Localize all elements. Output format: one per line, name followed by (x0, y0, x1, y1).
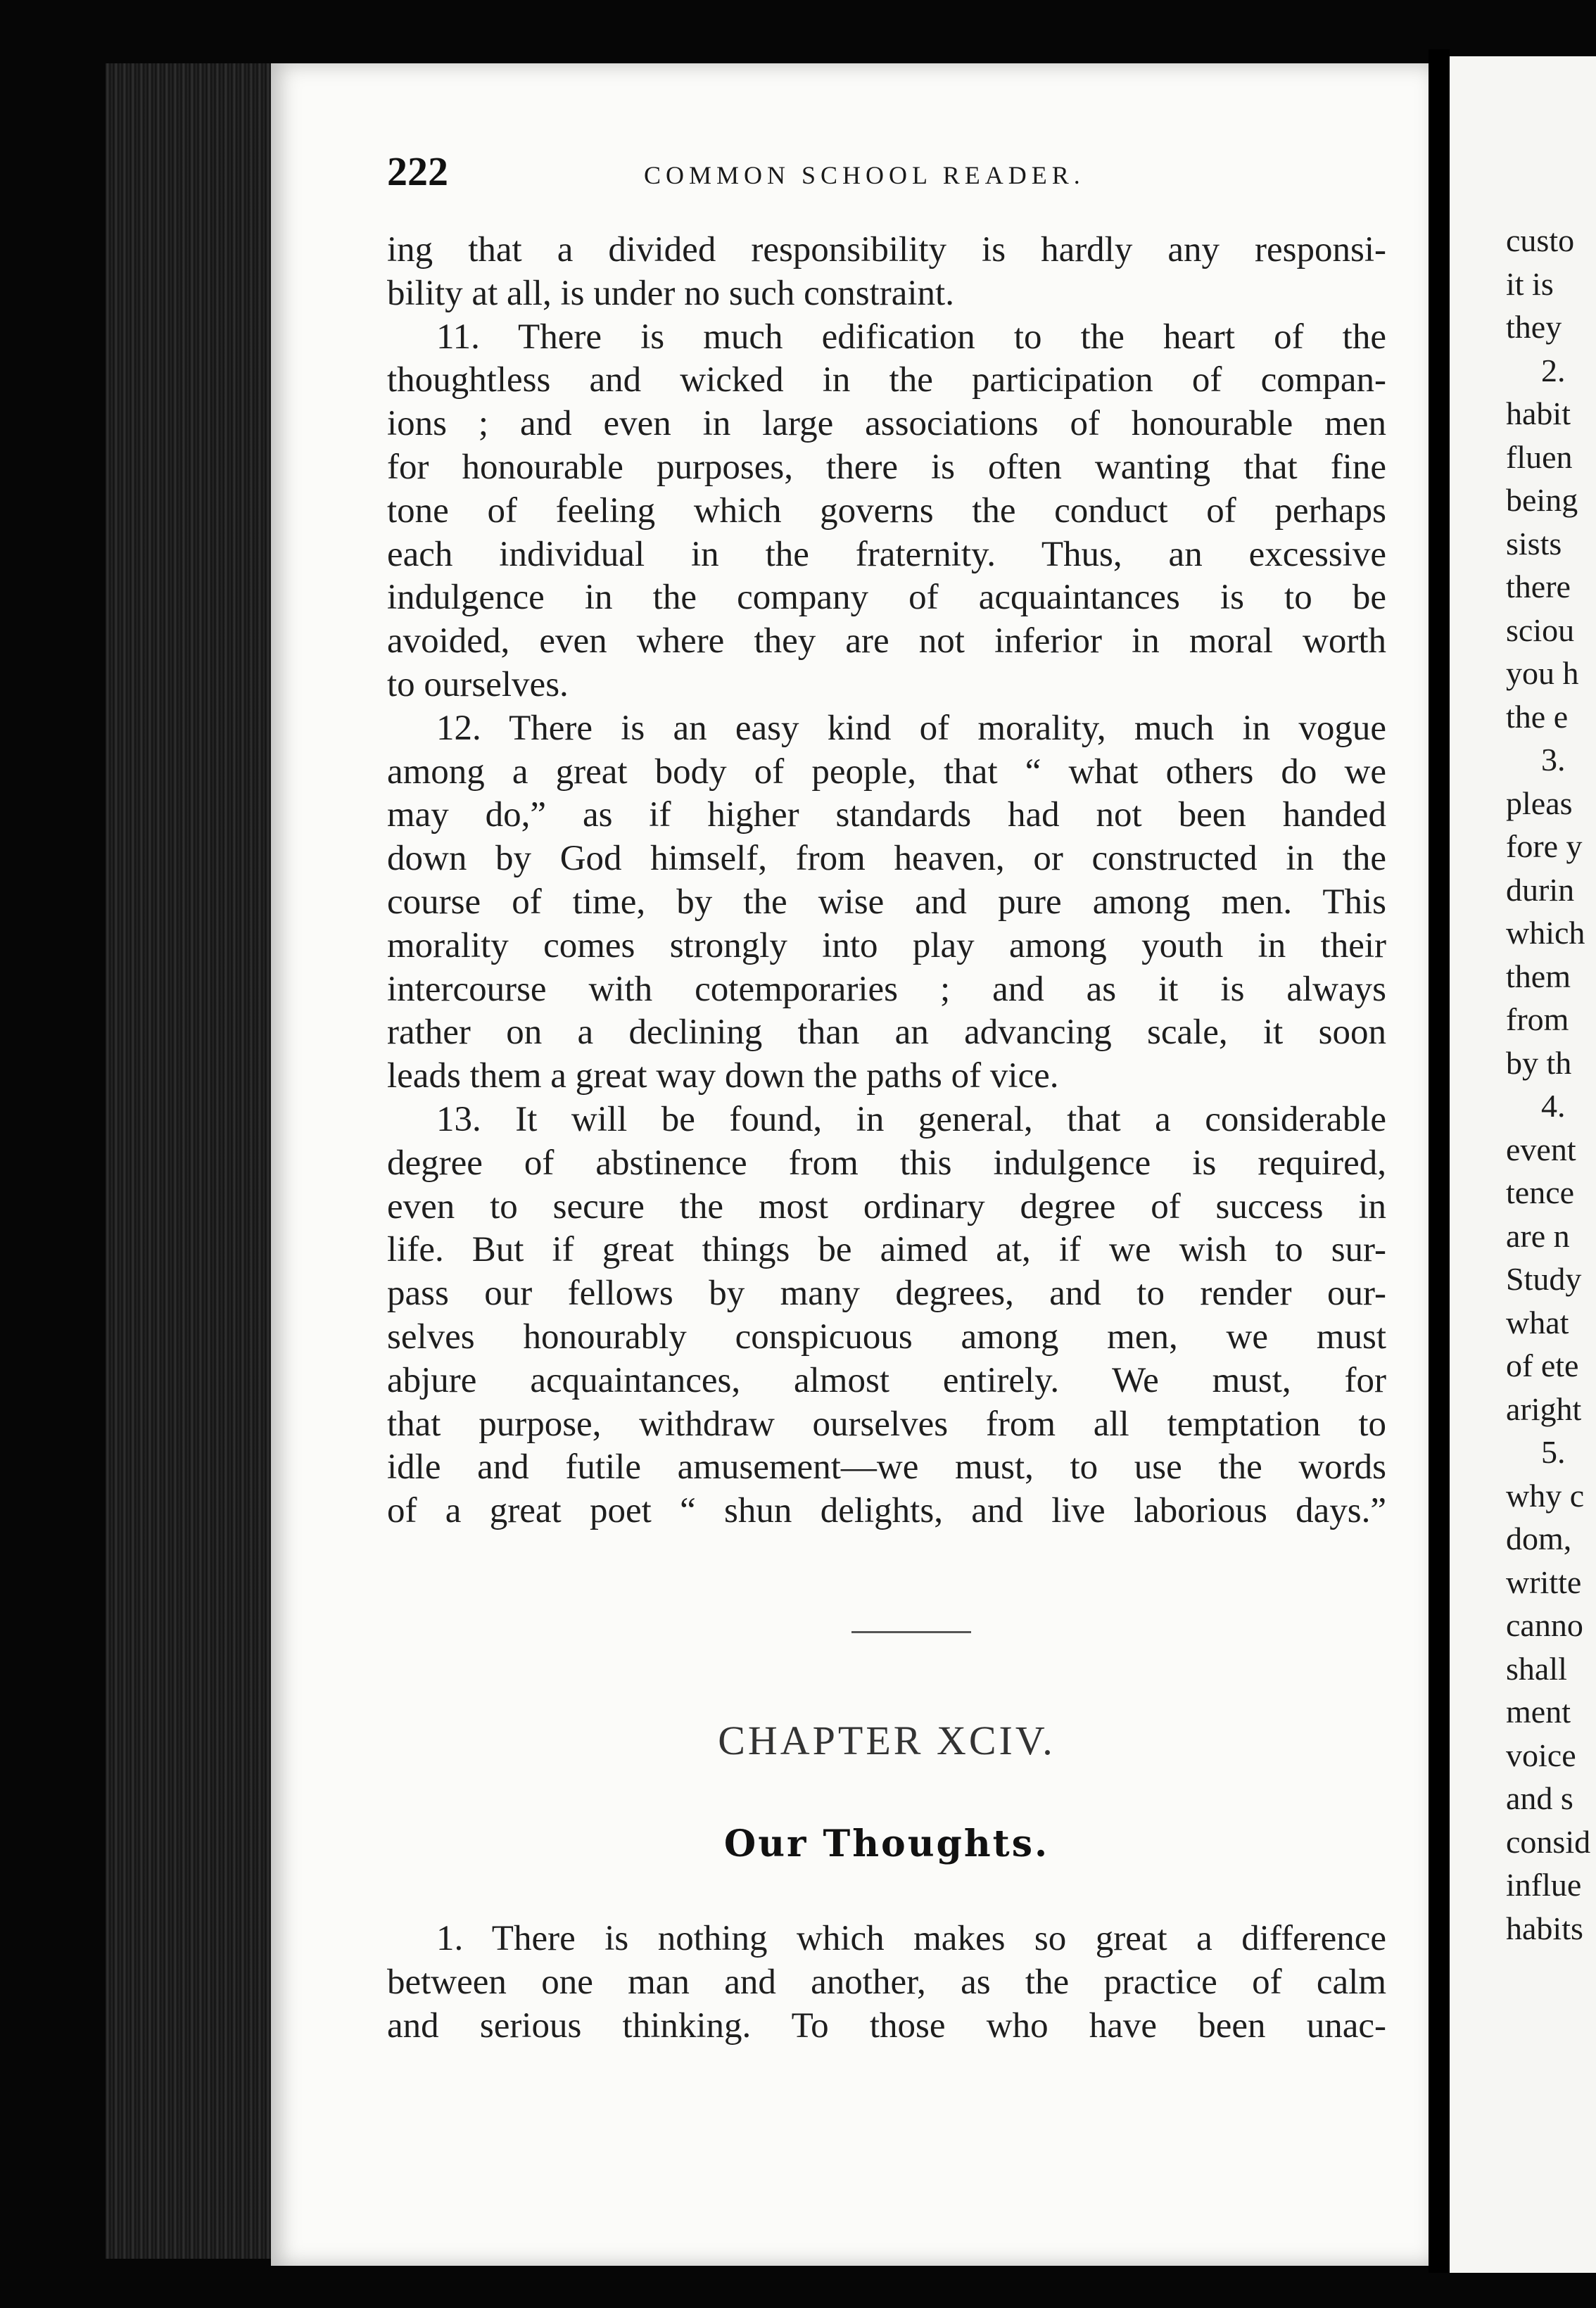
adjacent-page-fragment: canno (1506, 1607, 1583, 1643)
adjacent-page-fragment: habit (1506, 395, 1571, 431)
adjacent-page (1450, 56, 1596, 2273)
text-line: among a great body of people, that “ what others do we (387, 752, 1386, 792)
adjacent-page-fragment: of ete (1506, 1348, 1579, 1383)
text-line: pass our fellows by many degrees, and to render our- (387, 1274, 1386, 1314)
text-line: leads them a great way down the paths of vice. (387, 1056, 1059, 1096)
text-line: that purpose, withdraw ourselves from all temptation to (387, 1404, 1386, 1444)
adjacent-page-fragment: they (1506, 309, 1562, 345)
adjacent-page-fragment: pleas (1506, 785, 1573, 821)
adjacent-page-fragment: which (1506, 915, 1585, 951)
text-line: ing that a divided responsibility is hardly any responsi- (387, 230, 1386, 270)
running-head (387, 148, 1386, 204)
adjacent-page-fragment: 2. (1541, 352, 1566, 388)
adjacent-page-fragment: writte (1506, 1564, 1582, 1600)
adjacent-page-fragment: Study (1506, 1261, 1582, 1297)
text-line: for honourable purposes, there is often wanting that fine (387, 447, 1386, 487)
paragraph-13-start: 13. It will be found, in general, that a considerable (436, 1099, 1386, 1139)
text-line: intercourse with cotemporaries ; and as it is always (387, 969, 1386, 1009)
text-line: degree of abstinence from this indulgence is required, (387, 1143, 1386, 1183)
adjacent-page-fragment: why c (1506, 1477, 1585, 1514)
adjacent-page-fragment: 4. (1541, 1088, 1566, 1124)
text-line: course of time, by the wise and pure among men. This (387, 882, 1386, 922)
text-line: to ourselves. (387, 664, 569, 704)
adjacent-page-fragment: sists (1506, 525, 1562, 562)
adjacent-page-fragment: it is (1506, 265, 1554, 302)
text-line: of a great poet “ shun delights, and live laborious days.” (387, 1491, 1386, 1531)
adjacent-page-fragment: there (1506, 569, 1571, 604)
chapter-text (387, 1917, 1386, 2048)
adjacent-page-fragment: aright (1506, 1390, 1582, 1427)
adjacent-page-fragment: tence (1506, 1174, 1575, 1210)
text-line: may do,” as if higher standards had not been handed (387, 795, 1386, 835)
adjacent-page-fragment: 5. (1541, 1434, 1566, 1470)
adjacent-page-fragment: sciou (1506, 611, 1575, 648)
adjacent-page-fragment: ment (1506, 1694, 1571, 1730)
chapter-paragraph-1-start: 1. There is nothing which makes so great a difference (436, 1919, 1386, 1958)
adjacent-page-fragment: influe (1506, 1867, 1582, 1903)
adjacent-page-fragment: by th (1506, 1044, 1572, 1081)
adjacent-page-fragment: and s (1506, 1780, 1573, 1816)
text-line: selves honourably conspicuous among men, we must (387, 1317, 1386, 1357)
body-text (387, 229, 1386, 1533)
adjacent-page-fragment: are n (1506, 1217, 1570, 1254)
adjacent-page-fragment: fluen (1506, 438, 1573, 475)
text-line: each individual in the fraternity. Thus, an excessive (387, 534, 1386, 574)
page-number: 222 (387, 148, 448, 194)
text-line: bility at all, is under no such constraint. (387, 273, 954, 313)
paragraph-12-start: 12. There is an easy kind of morality, much in vogue (436, 708, 1386, 748)
adjacent-page-fragment: shall (1506, 1650, 1567, 1687)
adjacent-page-fragment: what (1506, 1304, 1569, 1340)
text-line: rather on a declining than an advancing scale, it soon (387, 1013, 1386, 1053)
text-line: morality comes strongly into play among youth in their (387, 925, 1386, 965)
adjacent-page-fragment: you h (1506, 655, 1579, 691)
text-line: life. But if great things be aimed at, if we wish to sur- (387, 1230, 1386, 1270)
text-line: abjure acquaintances, almost entirely. We must, for (387, 1360, 1386, 1400)
paragraph-11-start: 11. There is much edification to the heart of the (436, 317, 1386, 357)
adjacent-page-fragment: habits (1506, 1910, 1583, 1946)
adjacent-page-fragment: them (1506, 958, 1571, 994)
chapter-title: CHAPTER XCIV. (718, 1718, 1056, 1763)
adjacent-page-fragment: from (1506, 1001, 1569, 1037)
text-line: and serious thinking. To those who have been unac- (387, 2005, 1386, 2046)
adjacent-page-fragment: durin (1506, 871, 1575, 908)
text-line: ions ; and even in large associations of honourable men (387, 404, 1386, 444)
adjacent-page-fragment: 3. (1541, 742, 1566, 778)
adjacent-page-fragment: voice (1506, 1737, 1576, 1773)
text-line: down by God himself, from heaven, or constructed in the (387, 839, 1386, 879)
adjacent-page-fragment: dom, (1506, 1521, 1572, 1556)
adjacent-page-fragment: being (1506, 482, 1578, 518)
book-gutter (1429, 49, 1450, 2273)
text-line: idle and futile amusement—we must, to use the words (387, 1447, 1386, 1488)
adjacent-page-fragment: consid (1506, 1823, 1591, 1860)
text-line: between one man and another, as the practice of calm (387, 1962, 1386, 2002)
adjacent-page-fragment: custo (1506, 222, 1575, 258)
section-divider (851, 1631, 971, 1633)
adjacent-page-fragment: event (1506, 1131, 1576, 1167)
text-line: thoughtless and wicked in the participation of compan- (387, 360, 1386, 400)
adjacent-page-fragment: fore y (1506, 828, 1583, 864)
book-page-edges (106, 63, 271, 2259)
running-title: COMMON SCHOOL READER. (644, 161, 1085, 189)
chapter-subtitle: Our Thoughts. (723, 1822, 1050, 1865)
text-line: even to secure the most ordinary degree of success in (387, 1186, 1386, 1226)
text-line: indulgence in the company of acquaintances is to be (387, 578, 1386, 618)
text-line: avoided, even where they are not inferior in moral worth (387, 621, 1386, 661)
text-line: tone of feeling which governs the conduct of perhaps (387, 490, 1386, 531)
adjacent-page-fragment: the e (1506, 698, 1569, 735)
